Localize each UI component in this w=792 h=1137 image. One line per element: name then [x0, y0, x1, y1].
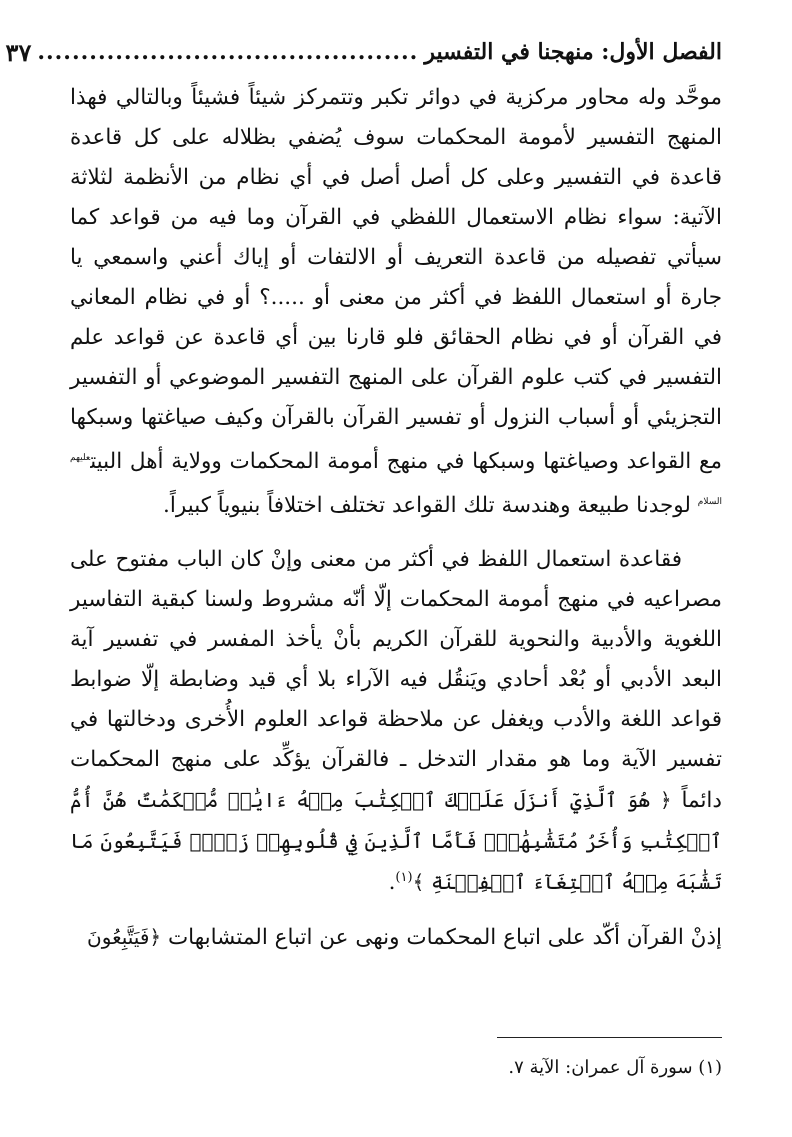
honorific-mark: عليهم السلام	[70, 453, 722, 508]
verse-open-bracket: ﴿	[659, 788, 672, 813]
quran-verse: هُوَ ٱلَّذِيٓ أَنزَلَ عَلَيۡكَ ٱلۡكِتَٰبَ مِنۡهُ ءَايَٰتٞ مُّحۡكَمَٰتٌ هُنَّ أُمُّ ٱلۡكِتَٰبِ وَأُخَرُ مُتَشَٰبِهَٰتٞۖ فَأَمَّا ٱلَّذِينَ فِي قُلُوبِهِمۡ زَيۡغٞ فَيَتَّبِعُونَ مَا تَشَٰبَهَ مِنۡهُ ٱبۡتِغَآءَ ٱلۡفِتۡنَةِ	[70, 788, 722, 895]
page-number: ٣٧	[5, 37, 32, 67]
book-page	[5, 30, 722, 1110]
chapter-title: الفصل الأول: منهجنا في التفسير	[424, 39, 722, 65]
main-text	[70, 78, 722, 958]
footnote-reference: (١)	[395, 870, 413, 886]
verse-open-bracket-2: ﴿	[149, 925, 162, 950]
paragraph-3	[70, 917, 722, 958]
header-leader-dots: ............................................	[37, 39, 419, 65]
paragraph-1-text: موحَّد وله محاور مركزية في دوائر تكبر وتتمركز شيئاً فشيئاً وبالتالي فهذا المنهج التفسير لأمومة المحكمات سوف يُضفي بظلاله على كل قاعدة قاعدة في التفسير وعلى كل أصل أصل في أي نظام من الأنظمة لثلاثة الآتية: سواء نظام الاستعمال اللفظي في القرآن وما فيه من قواعد كما سيأتي تفصيله من قاعدة التعريف أو الالتفات أو إياك أعني واسمعي يا جارة أو استعمال اللفظ في أكثر من معنى أو .....؟ أو في نظام المعاني في القرآن أو في نظام الحقائق فلو قارنا بين أي قاعدة عن قواعد علم التفسير في كتب علوم القرآن على المنهج التفسير الموضوعي أو التفسير التجزيئي أو أسباب النزول أو تفسير القرآن بالقرآن وكيف صياغتها وسبكها مع القواعد وصياغتها وسبكها في منهج أمومة المحكمات وولاية أهل البيت	[70, 85, 722, 475]
verse-close-bracket: ﴾	[412, 870, 425, 895]
footnote: (١) سورة آل عمران: الآية ٧.	[508, 1057, 722, 1078]
quran-verse-2: فَيَتَّبِعُونَ	[87, 925, 150, 950]
paragraph-2-text: فقاعدة استعمال اللفظ في أكثر من معنى وإنْ كان الباب مفتوح على مصراعيه في منهج أمومة المحكمات إلّا أنّه مشروط ولسنا كبقية التفاسير اللغوية والأدبية والنحوية للقرآن الكريم بأنْ يأخذ المفسر في تفسير آية البعد الأدبي أو بُعْد أحادي ويَنقُل فيه الآراء بلا أي قيد وضابطة إلّا ضوابط قواعد اللغة والأدب ويغفل عن ملاحظة قواعد العلوم الأُخرى ودخالتها في تفسير الآية وما هو مقدار التدخل ـ فالقرآن يؤكِّد على منهج المحكمات دائماً	[70, 547, 722, 814]
paragraph-2: فقاعدة استعمال اللفظ في أكثر من معنى وإنْ كان الباب مفتوح على مصراعيه في منهج أمومة المحكمات إلّا أنّه مشروط ولسنا كبقية التفاسير اللغوية والأدبية والنحوية للقرآن الكريم بأنْ يأخذ المفسر في تفسير آية البعد الأدبي أو بُعْد أحادي ويَنقُل فيه الآراء بلا أي قيد وضابطة إلّا ضوابط قواعد اللغة والأدب ويغفل عن ملاحظة قواعد العلوم الأُخرى ودخالتها في تفسير الآية وما هو مقدار التدخل ـ فالقرآن يؤكِّد على منهج المحكمات دائماً ﴿ هُوَ ٱلَّذِيٓ أَنزَلَ عَلَيۡكَ ٱلۡكِتَٰبَ مِنۡهُ ءَايَٰتٞ مُّحۡكَمَٰتٌ هُنَّ أُمُّ ٱلۡكِتَٰبِ وَأُخَرُ مُتَشَٰبِهَٰتٞۖ فَأَمَّا ٱلَّذِينَ فِي قُلُوبِهِمۡ زَيۡغٞ فَيَتَّبِعُونَ مَا تَشَٰبَهَ مِنۡهُ ٱبۡتِغَآءَ ٱلۡفِتۡنَةِ ﴾$^{(١)}$.	[70, 547, 722, 896]
paragraph-1-end: لوجدنا طبيعة وهندسة تلك القواعد تختلف اختلافاً بنيوياً كبيراً.	[163, 493, 698, 519]
running-header	[5, 30, 722, 74]
footnote-separator	[497, 1037, 722, 1038]
paragraph-1	[70, 78, 722, 526]
paragraph-3-text: إذنْ القرآن أكّد على اتباع المحكمات ونهى عن اتباع المتشابهات	[161, 925, 722, 951]
